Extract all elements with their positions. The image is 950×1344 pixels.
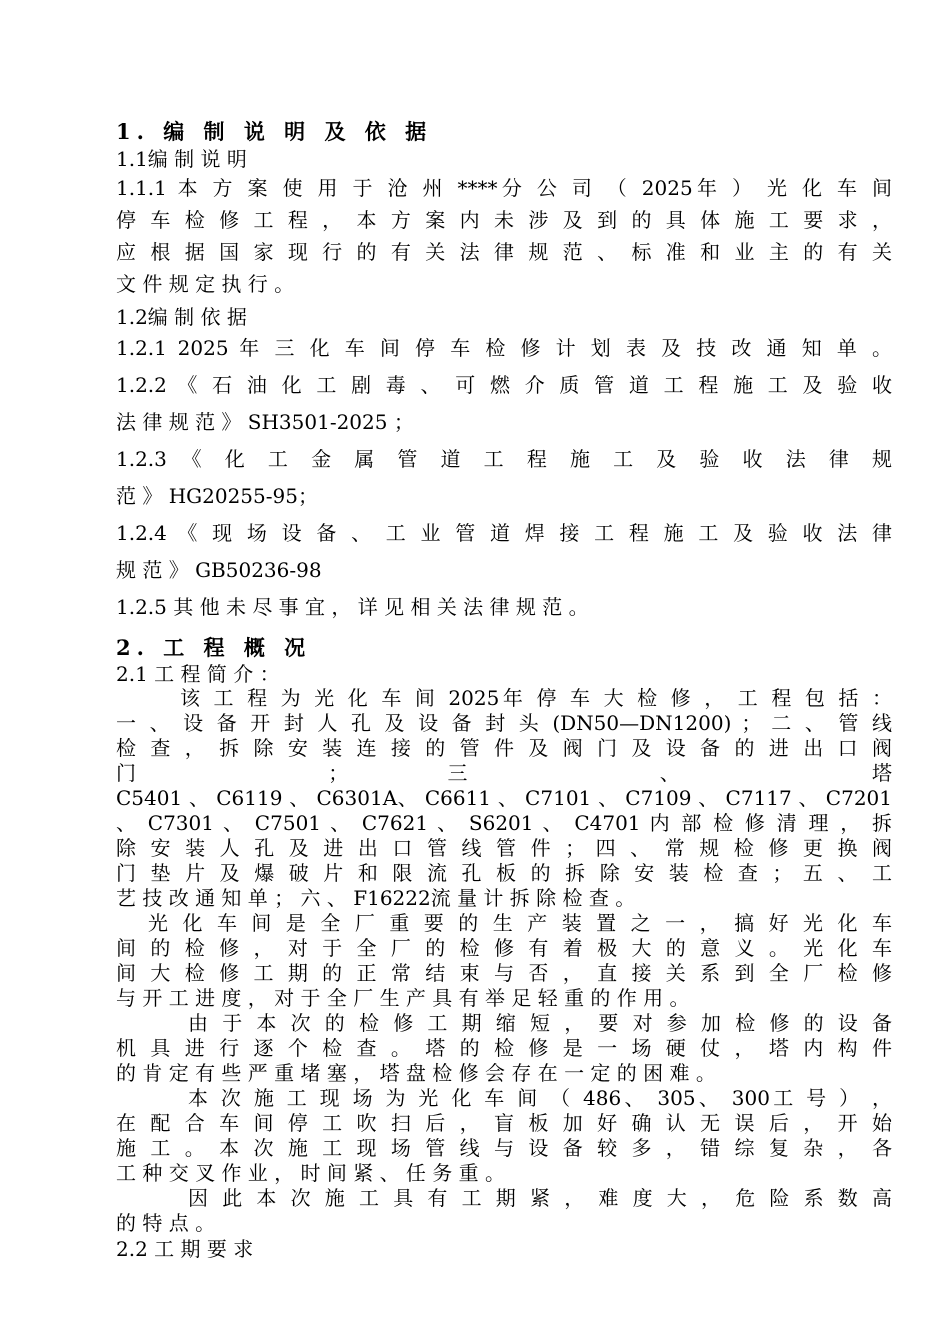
basis-item-1: 1.2.1 2025 年 三 化 车 间 停 车 检 修 计 划 表 及 技 改 通 知 单 。 <box>116 336 892 360</box>
basis-item-3: 1.2.3 《 化 工 金 属 管 道 工 程 施 工 及 验 收 法 律 规 <box>116 447 892 471</box>
basis-item-2: 1.2.2 《 石 油 化 工 剧 毒 、 可 燃 介 质 管 道 工 程 施 工 及 验 收 <box>116 373 892 397</box>
heading-2: 2. 工 程 概 况 <box>116 635 312 660</box>
basis-list <box>116 330 892 626</box>
text-line: 因 此 本 次 施 工 具 有 工 期 紧 ， 难 度 大 ， 危 险 系 数 高 <box>188 1186 892 1210</box>
heading-2-2: 2.2 工 期 要 求 <box>116 1237 254 1261</box>
text-line: 工 种 交 叉 作 业 ， 时 间 紧 、 任 务 重 。 <box>116 1161 506 1185</box>
text-line: 门 ； 三 、 塔 <box>116 761 892 785</box>
heading-1-1: 1.1编 制 说 明 <box>116 147 247 171</box>
text-line: 机 具 进 行 逐 个 检 查 。 塔 的 检 修 是 一 场 硬 仗 ， 塔 内 构 件 <box>116 1036 892 1060</box>
basis-item-3-cont: 范 》 HG20255-95； <box>116 484 318 508</box>
basis-item-5: 1.2.5 其 他 未 尽 事 宜 ， 详 见 相 关 法 律 规 范 。 <box>116 595 589 619</box>
text-line: 由 于 本 次 的 检 修 工 期 缩 短 ， 要 对 参 加 检 修 的 设 备 <box>188 1011 892 1035</box>
text-line: 本 次 施 工 现 场 为 光 化 车 间 （ 486、 305、 300工 号 ） ， <box>188 1086 892 1110</box>
text-line: 光 化 车 间 是 全 厂 重 要 的 生 产 装 置 之 一 ， 搞 好 光 化 车 <box>148 911 892 935</box>
text-line: 1.1.1 本 方 案 使 用 于 沧 州 ****分 公 司 （ 2025年 ） 光 化 车 间 <box>116 176 892 200</box>
text-line: 间 大 检 修 工 期 的 正 常 结 束 与 否 ， 直 接 关 系 到 全 厂 检 修 <box>116 961 892 985</box>
text-line: 该 工 程 为 光 化 车 间 2025年 停 车 大 检 修 ， 工 程 包 括 ： <box>180 686 892 710</box>
text-line: 门 垫 片 及 爆 破 片 和 限 流 孔 板 的 拆 除 安 装 检 查 ； 五 、 工 <box>116 861 892 885</box>
conclusion-paragraph <box>116 1186 892 1236</box>
text-line: 文 件 规 定 执 行 。 <box>116 272 295 296</box>
difficulty-paragraph <box>116 1011 892 1086</box>
text-line: 应 根 据 国 家 现 行 的 有 关 法 律 规 范 、 标 准 和 业 主 的 有 关 <box>116 240 892 264</box>
importance-paragraph <box>116 911 892 1011</box>
text-line: 一 、 设 备 开 封 人 孔 及 设 备 封 头 (DN50—DN1200) ； 二 、 管 线 <box>116 711 892 735</box>
paragraph-1-1-1 <box>116 172 892 300</box>
text-line: 的 特 点 。 <box>116 1211 216 1235</box>
document-page <box>116 118 892 1262</box>
text-line: 在 配 合 车 间 停 工 吹 扫 后 ， 盲 板 加 好 确 认 无 误 后 ， 开 始 <box>116 1111 892 1135</box>
text-line: 停 车 检 修 工 程 ， 本 方 案 内 未 涉 及 到 的 具 体 施 工 要 求 ， <box>116 208 892 232</box>
text-line: 、 C7301 、 C7501 、 C7621 、 S6201 、 C4701 内 部 检 修 清 理 ， 拆 <box>116 811 892 835</box>
text-line: 间 的 检 修 ， 对 于 全 厂 的 检 修 有 着 极 大 的 意 义 。 光 化 车 <box>116 936 892 960</box>
text-line: 除 安 装 人 孔 及 进 出 口 管 线 管 件 ； 四 、 常 规 检 修 更 换 阀 <box>116 836 892 860</box>
heading-1: 1. 编 制 说 明 及 依 据 <box>116 119 433 144</box>
heading-2-1: 2.1 工 程 简 介 ： <box>116 662 280 686</box>
intro-paragraph <box>116 686 892 911</box>
text-line: 艺 技 改 通 知 单 ； 六 、 F16222流 量 计 拆 除 检 查 。 <box>116 886 636 910</box>
basis-item-4: 1.2.4 《 现 场 设 备 、 工 业 管 道 焊 接 工 程 施 工 及 验 收 法 律 <box>116 521 892 545</box>
text-line: 施 工 。 本 次 施 工 现 场 管 线 与 设 备 较 多 ， 错 综 复 杂 ， 各 <box>116 1136 892 1160</box>
text-line: C5401 、 C6119 、 C6301A、 C6611 、 C7101 、 C7109 、 C7117 、 C7201 <box>116 786 892 810</box>
text-line: 检 查 ， 拆 除 安 装 连 接 的 管 件 及 阀 门 及 设 备 的 进 出 口 阀 <box>116 736 892 760</box>
heading-1-2: 1.2编 制 依 据 <box>116 305 247 329</box>
text-line: 与 开 工 进 度 ， 对 于 全 厂 生 产 具 有 举 足 轻 重 的 作 用 。 <box>116 986 690 1010</box>
basis-item-2-cont: 法 律 规 范 》 SH3501-2025 ； <box>116 410 414 434</box>
text-line: 的 肯 定 有 些 严 重 堵 塞 ， 塔 盘 检 修 会 存 在 一 定 的 困 难 。 <box>116 1061 716 1085</box>
basis-item-4-cont: 规 范 》 GB50236-98 <box>116 558 322 582</box>
site-paragraph <box>116 1086 892 1186</box>
